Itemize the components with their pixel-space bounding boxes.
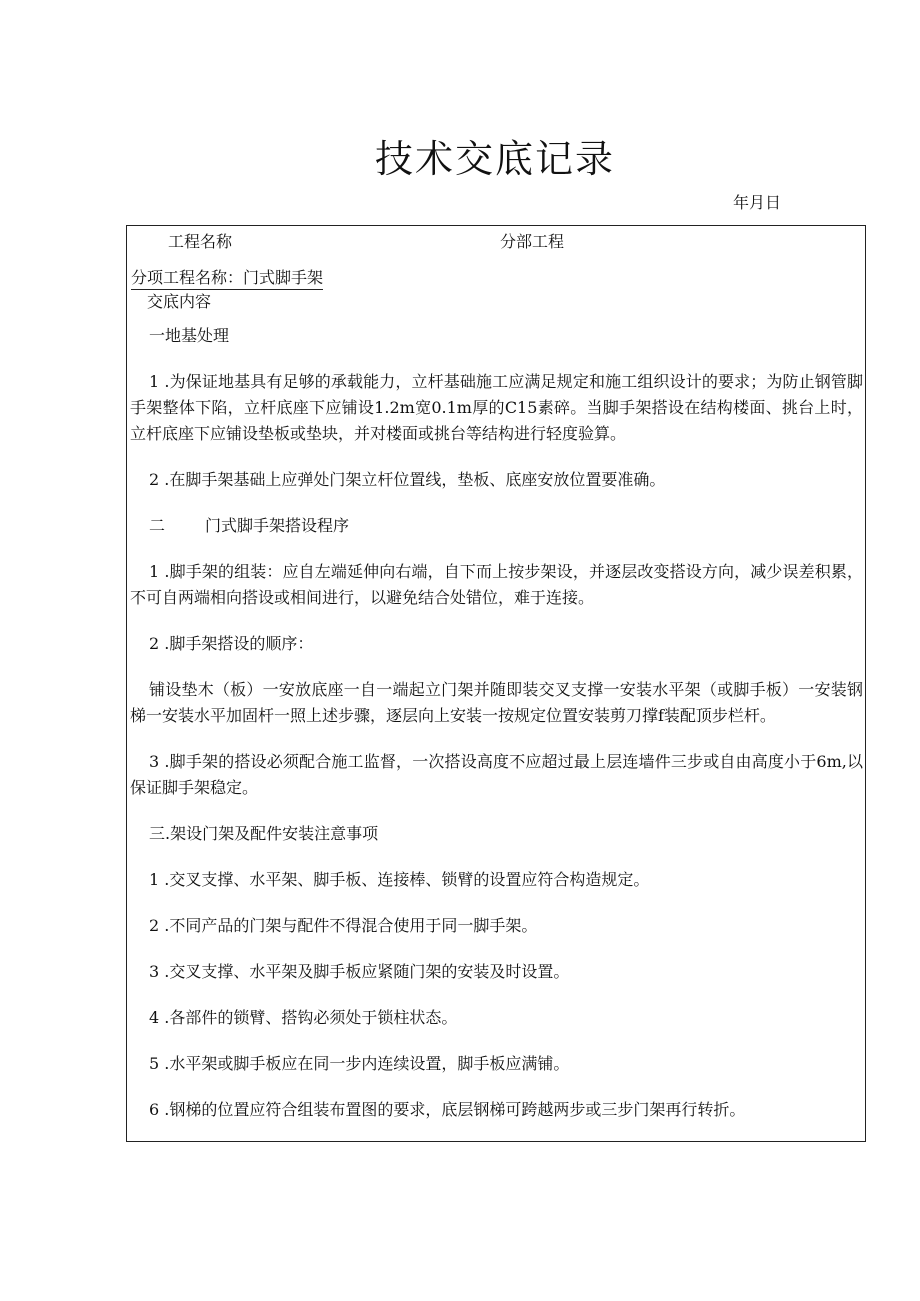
- project-name-label: 工程名称: [168, 232, 233, 251]
- section2-sequence: 铺设垫木（板）一安放底座一自一端起立门架并随即装交叉支撑一安装水平架（或脚手板）一安装钢梯一安装水平加固杆一照上述步骤，逐层向上安装一按规定位置安装剪刀撑f装配顶步栏杆。: [130, 680, 863, 725]
- date-label: 年月日: [733, 193, 782, 212]
- section2-item3: 3 .脚手架的搭设必须配合施工监督，一次搭设高度不应超过最上层连墙件三步或自由高度小于6m,以保证脚手架稳定。: [130, 752, 863, 797]
- section1-heading: 一地基处理: [149, 326, 230, 345]
- section3-item: 3 .交叉支撑、水平架及脚手板应紧随门架的安装及时设置。: [149, 962, 570, 981]
- section3-item: 4 .各部件的锁臂、搭钩必须处于锁柱状态。: [149, 1008, 458, 1027]
- section2-number: 二: [149, 516, 166, 535]
- section3-item: 5 .水平架或脚手板应在同一步内连续设置，脚手板应满铺。: [149, 1054, 570, 1073]
- division-label: 分部工程: [500, 232, 565, 251]
- sub-project-name: 分项工程名称：门式脚手架: [131, 265, 323, 290]
- section1-item1: 1 .为保证地基具有足够的承载能力，立杆基础施工应满足规定和施工组织设计的要求；为防止钢管脚手架整体下陷，立杆底座下应铺设1.2m宽0.1m厚的C15素碎。当脚手架搭设在结构楼面、挑台上时，立杆底座下应铺设垫板或垫块，并对楼面或挑台等结构进行轻度验算。: [130, 372, 863, 443]
- section2-item1: 1 .脚手架的组装：应自左端延伸向右端，自下而上按步架设，并逐层改变搭设方向，减少误差积累，不可自两端相向搭设或相间进行，以避免结合处错位，难于连接。: [130, 562, 863, 607]
- page-title: 技术交底记录: [374, 137, 615, 181]
- section3-item: 1 .交叉支撑、水平架、脚手板、连接棒、锁臂的设置应符合构造规定。: [149, 870, 650, 889]
- content-label: 交底内容: [147, 292, 212, 311]
- section2-heading: 门式脚手架搭设程序: [205, 516, 350, 535]
- section3-item: 6 .钢梯的位置应符合组装布置图的要求，底层钢梯可跨越两步或三步门架再行转折。: [149, 1100, 746, 1119]
- record-table: [126, 225, 866, 1142]
- section3-heading: 三.架设门架及配件安装注意事项: [149, 824, 379, 843]
- section2-item2: 2 .脚手架搭设的顺序：: [149, 634, 314, 653]
- section3-item: 2 .不同产品的门架与配件不得混合使用于同一脚手架。: [149, 916, 538, 935]
- section1-item2: 2 .在脚手架基础上应弹处门架立杆位置线，垫板、底座安放位置要准确。: [149, 470, 666, 489]
- disclosure-content: [130, 323, 863, 1123]
- section2-heading-row: [130, 513, 863, 539]
